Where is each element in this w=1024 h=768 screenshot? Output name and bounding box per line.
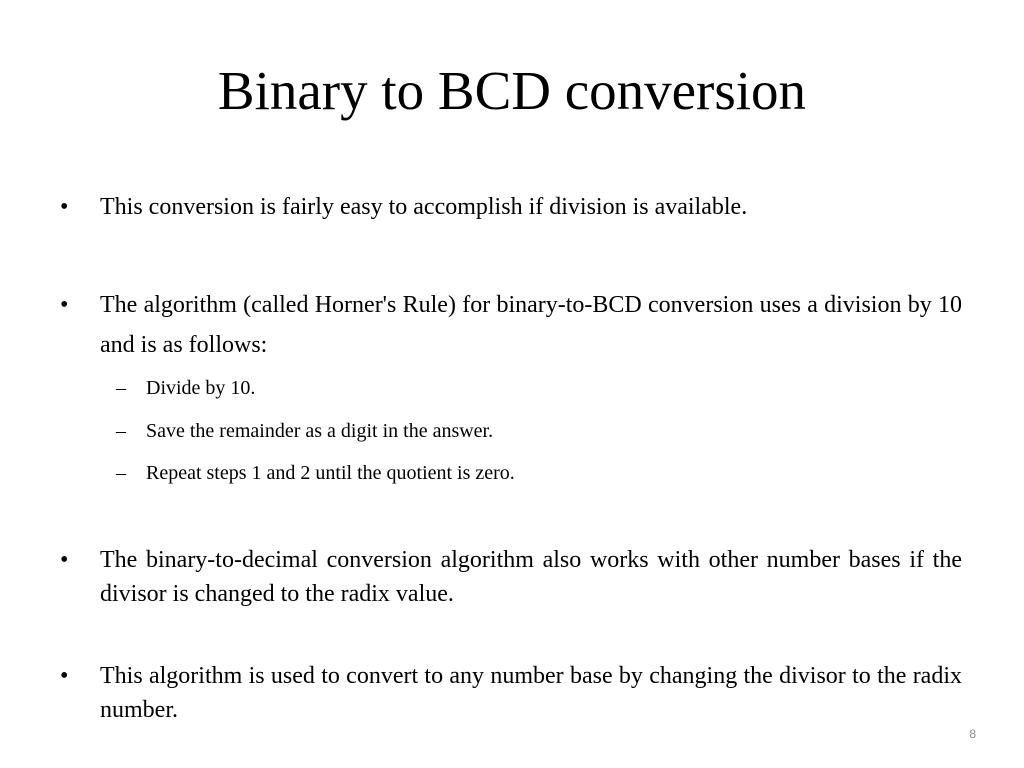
dash-icon: –	[116, 420, 126, 442]
sub-item-text: Repeat steps 1 and 2 until the quotient is zero.	[146, 462, 515, 484]
sub-item-text: Save the remainder as a digit in the answer.	[146, 420, 494, 442]
bullet-icon: •	[60, 663, 69, 689]
sub-item-text: Divide by 10.	[146, 377, 256, 399]
bullet-item	[60, 543, 962, 611]
bullet-icon: •	[60, 292, 69, 318]
bullet-item	[60, 659, 962, 727]
bullet-icon: •	[60, 547, 69, 573]
sub-item	[116, 459, 962, 487]
bullet-icon: •	[60, 194, 69, 220]
dash-icon: –	[116, 462, 126, 484]
bullet-text: The binary-to-decimal conversion algorithm also works with other number bases if the divisor is changed to the radix value.	[100, 547, 962, 607]
bullet-item	[60, 285, 962, 365]
bullet-text: The algorithm (called Horner's Rule) for binary-to-BCD conversion uses a division by 10 and is as follows:	[100, 292, 962, 358]
sub-item	[116, 374, 962, 402]
bullet-item	[60, 191, 962, 223]
sub-item	[116, 417, 962, 445]
page-number: 8	[969, 727, 976, 741]
slide-title: Binary to BCD conversion	[217, 60, 807, 121]
bullet-text: This conversion is fairly easy to accomplish if division is available.	[100, 194, 748, 220]
bullet-text: This algorithm is used to convert to any number base by changing the divisor to the radix number.	[100, 663, 962, 723]
dash-icon: –	[116, 377, 126, 399]
